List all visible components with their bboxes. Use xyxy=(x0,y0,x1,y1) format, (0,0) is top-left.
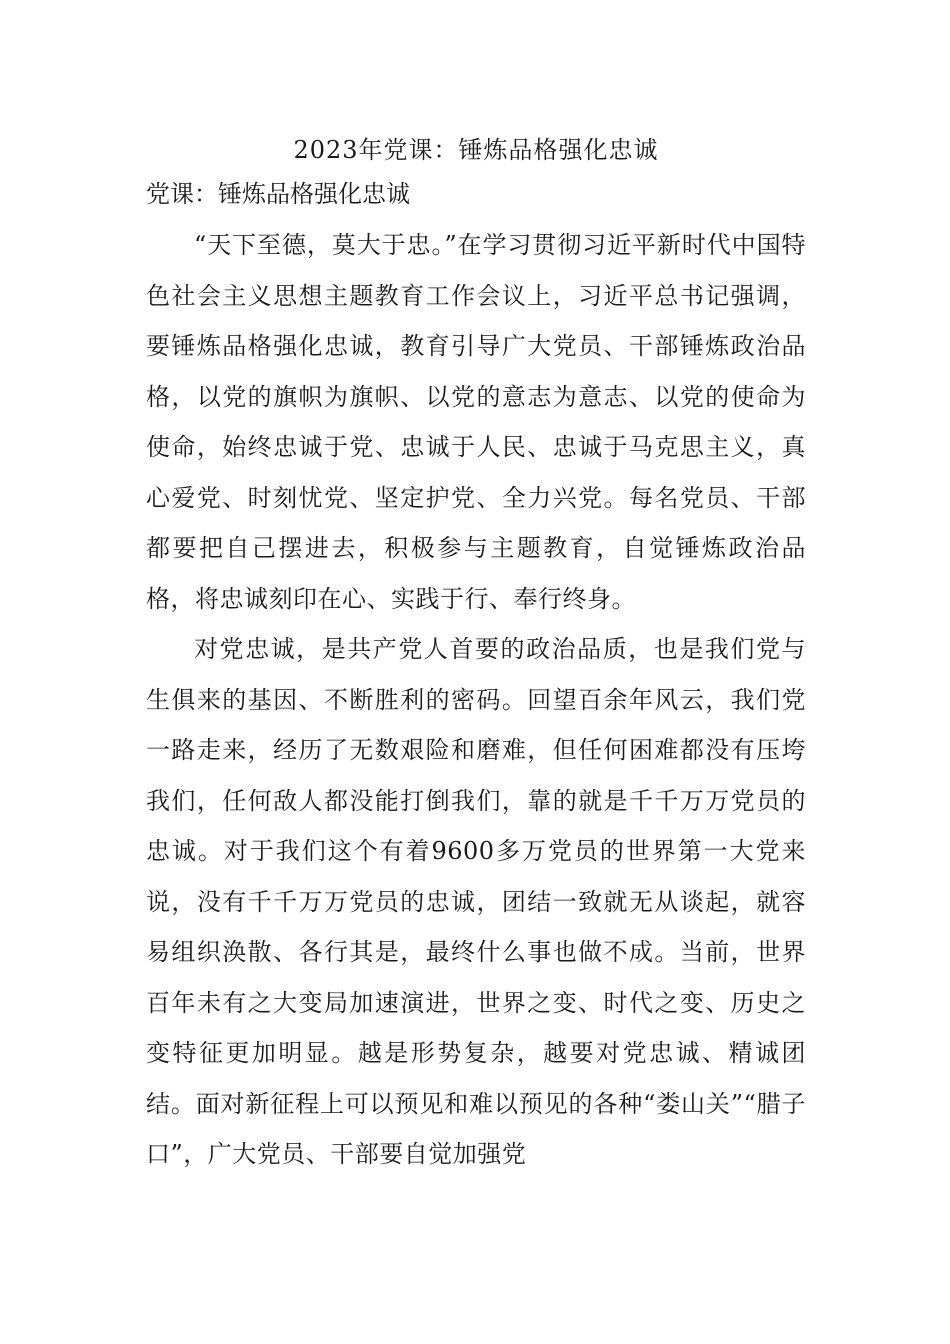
document-subtitle: 党课：锤炼品格强化忠诚 xyxy=(146,180,410,208)
paragraph-2: 对党忠诚，是共产党人首要的政治品质，也是我们党与生俱来的基因、不断胜利的密码。回望百余年风云，我们党一路走来，经历了无数艰险和磨难，但任何困难都没有压垮我们，任何敌人都没能打倒我们，靠的就是千千万万党员的忠诚。对于我们这个有着9600多万党员的世界第一大党来说，没有千千万万党员的忠诚，团结一致就无从谈起，就容易组织涣散、各行其是，最终什么事也做不成。当前，世界百年未有之大变局加速演进，世界之变、时代之变、历史之变特征更加明显。越是形势复杂，越要对党忠诚、精诚团结。面对新征程上可以预见和难以预见的各种“娄山关”“腊子口”，广大党员、干部要自觉加强党 xyxy=(146,635,806,1168)
paragraph-1: “天下至德，莫大于忠。”在学习贯彻习近平新时代中国特色社会主义思想主题教育工作会议上，习近平总书记强调，要锤炼品格强化忠诚，教育引导广大党员、干部锤炼政治品格，以党的旗帜为旗帜、以党的意志为意志、以党的使命为使命，始终忠诚于党、忠诚于人民、忠诚于马克思主义，真心爱党、时刻忧党、坚定护党、全力兴党。每名党员、干部都要把自己摆进去，积极参与主题教育，自觉锤炼政治品格，将忠诚刻印在心、实践于行、奉行终身。 xyxy=(146,231,806,613)
document-page xyxy=(146,128,806,1180)
document-title: 2023年党课：锤炼品格强化忠诚 xyxy=(293,136,659,164)
